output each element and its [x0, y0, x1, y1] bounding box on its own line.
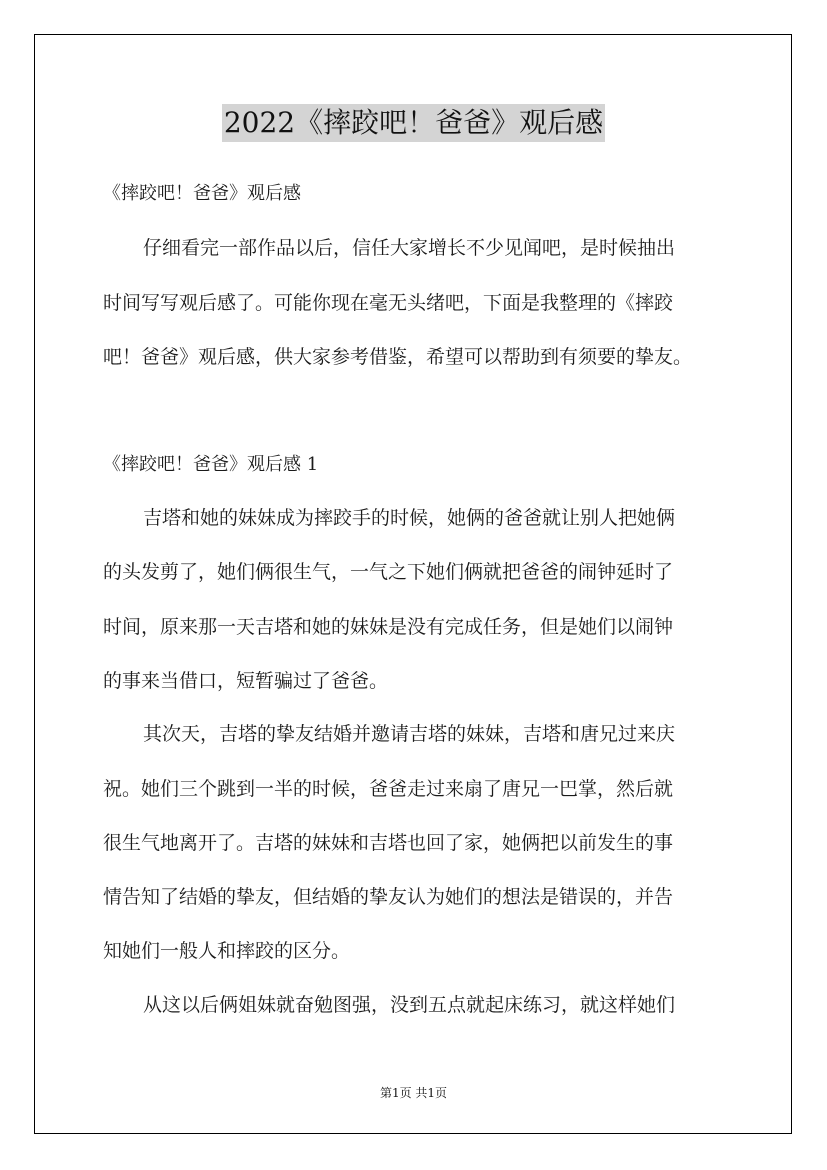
paragraph2-line-4: 情告知了结婚的挚友，但结婚的挚友认为她们的想法是错误的，并告: [103, 886, 674, 908]
paragraph2-line-3: 很生气地离开了。吉塔的妹妹和吉塔也回了家，她俩把以前发生的事: [103, 832, 674, 854]
paragraph2-line-5: 知她们一般人和摔跤的区分。: [103, 940, 351, 962]
document-subtitle: 《摔跤吧！爸爸》观后感: [103, 183, 301, 204]
paragraph2-line-2: 祝。她们三个跳到一半的时候，爸爸走过来扇了唐兄一巴掌，然后就: [103, 778, 674, 800]
intro-line-2: 时间写写观后感了。可能你现在毫无头绪吧，下面是我整理的《摔跤: [103, 292, 674, 314]
paragraph1-line-4: 的事来当借口，短暂骗过了爸爸。: [103, 670, 389, 692]
document-title-block: [0, 104, 827, 142]
intro-line-3: 吧！爸爸》观后感，供大家参考借鉴，希望可以帮助到有须要的挚友。: [103, 346, 693, 368]
paragraph3-line-1: 从这以后俩姐妹就奋勉图强，没到五点就起床练习，就这样她们: [143, 994, 676, 1016]
page-footer: [0, 1084, 827, 1101]
paragraph2-line-1: 其次天，吉塔的挚友结婚并邀请吉塔的妹妹，吉塔和唐兄过来庆: [143, 723, 676, 745]
document-title: 2022《摔跤吧！爸爸》观后感: [222, 104, 605, 142]
section-heading: 《摔跤吧！爸爸》观后感 1: [103, 454, 319, 475]
intro-line-1: 仔细看完一部作品以后，信任大家增长不少见闻吧，是时候抽出: [143, 237, 676, 259]
paragraph1-line-3: 时间，原来那一天吉塔和她的妹妹是没有完成任务，但是她们以闹钟: [103, 616, 674, 638]
paragraph1-line-1: 吉塔和她的妹妹成为摔跤手的时候，她俩的爸爸就让别人把她俩: [143, 507, 676, 529]
page-number-label: 第1页 共1页: [379, 1086, 448, 1100]
paragraph1-line-2: 的头发剪了，她们俩很生气，一气之下她们俩就把爸爸的闹钟延时了: [103, 561, 674, 583]
